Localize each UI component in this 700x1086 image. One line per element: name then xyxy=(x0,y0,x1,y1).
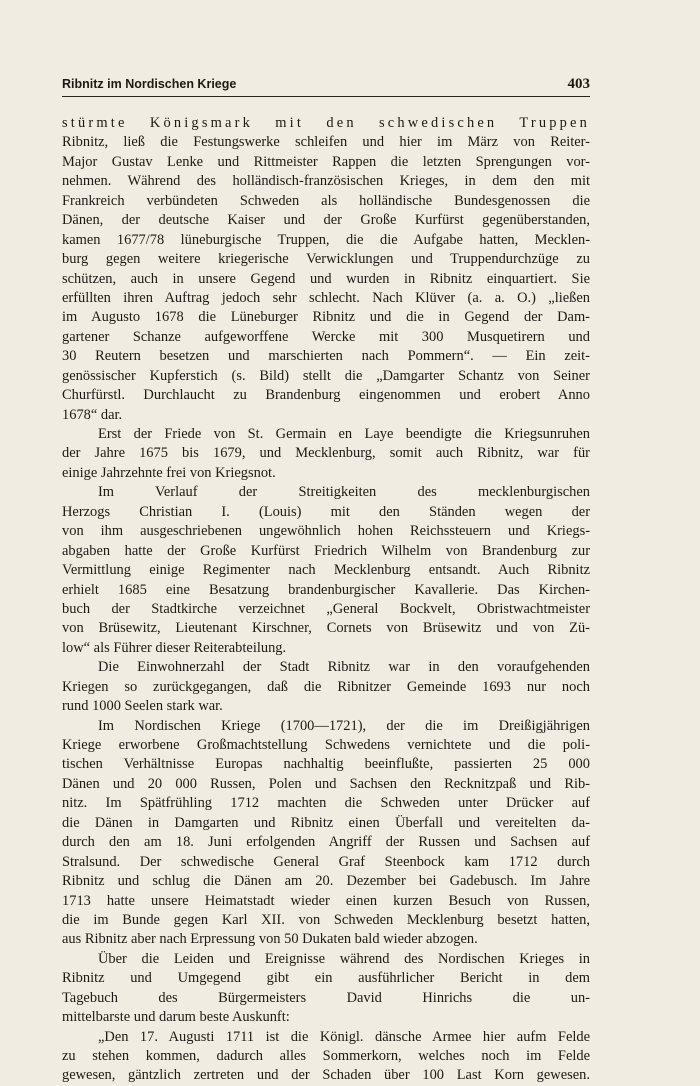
text-line: Die Einwohnerzahl der Stadt Ribnitz war in den voraufgehenden xyxy=(98,659,590,676)
text-line: Ribnitz und schlug die Dänen am 20. Dezember bei Gadebusch. Im Jahre xyxy=(62,873,590,890)
text-line: Tagebuch des Bürgermeisters David Hinrichs die un- xyxy=(62,989,590,1006)
text-line: low“ als Führer dieser Reiterabteilung. xyxy=(62,639,287,656)
text-line: mittelbarste und darum beste Auskunft: xyxy=(62,1009,290,1026)
text-line: Churfürstl. Durchlaucht zu Brandenburg eingenommen und erobert Anno xyxy=(62,387,590,404)
text-line: 1678“ dar. xyxy=(62,406,123,423)
text-line: nitz. Im Spätfrühling 1712 machten die Schweden unter Drücker auf xyxy=(62,795,590,812)
page-number: 403 xyxy=(567,76,590,92)
text-line: Über die Leiden und Ereignisse während des Nordischen Krieges in xyxy=(98,950,590,967)
text-line: rund 1000 Seelen stark war. xyxy=(62,698,223,715)
text-line: nehmen. Während des holländisch-französischen Krieges, in dem den mit xyxy=(62,173,590,190)
text-line: der Jahre 1675 bis 1679, und Mecklenburg, somit auch Ribnitz, war für xyxy=(62,445,590,462)
text-line: von Brüsewitz, Lieutenant Kirschner, Cornets von Brüsewitz und von Zü- xyxy=(62,620,590,637)
text-line: Ribnitz und Umgegend gibt ein ausführlicher Bericht in dem xyxy=(62,970,590,987)
text-line: genössischer Kupferstich (s. Bild) stellt die „Damgarter Schantz von Seiner xyxy=(62,367,590,384)
text-line: kamen 1677/78 lüneburgische Truppen, die die Aufgabe hatten, Mecklen- xyxy=(62,231,590,248)
running-header xyxy=(62,76,590,93)
body-text xyxy=(62,114,590,1086)
text-line: Dänen und 20 000 Russen, Polen und Sachsen den Recknitzpaß und Rib- xyxy=(62,775,590,792)
text-line: schützen, auch in unsere Gegend und wurden in Ribnitz einquartiert. Sie xyxy=(62,270,590,287)
header-rule xyxy=(62,96,590,97)
text-line: zu stehen kommen, dadurch alles Sommerkorn, welches noch im Felde xyxy=(62,1048,590,1064)
text-line: die Dänen in Damgarten und Ribnitz einen Überfall und vereitelten da- xyxy=(62,814,590,831)
text-line: aus Ribnitz aber nach Erpressung von 50 Dukaten bald wieder abzogen. xyxy=(62,931,478,948)
text-line: Ribnitz, ließ die Festungswerke schleifen und hier im März von Reiter- xyxy=(62,134,590,151)
text-line: durch den am 18. Juni erfolgenden Angriff der Russen und Sachsen auf xyxy=(62,834,590,851)
text-line: Major Gustav Lenke und Rittmeister Rappen die letzten Sprengungen vor- xyxy=(62,153,590,170)
text-line: tischen Verhältnisse Europas nachhaltig beeinflußte, passierten 25 000 xyxy=(62,756,590,773)
text-line: buch der Stadtkirche verzeichnet „General Bockvelt, Obristwachtmeister xyxy=(62,600,590,617)
text-line: Kriegen so zurückgegangen, daß die Ribnitzer Gemeinde 1693 nur noch xyxy=(62,678,590,695)
text-line: Erst der Friede von St. Germain en Laye beendigte die Kriegsunruhen xyxy=(98,426,590,442)
text-line: „Den 17. Augusti 1711 ist die Königl. dänsche Armee hier aufm Felde xyxy=(98,1028,590,1045)
running-title: Ribnitz im Nordischen Kriege xyxy=(62,77,237,91)
text-line: Vermittlung einige Regimenter nach Mecklenburg entsandt. Auch Ribnitz xyxy=(62,562,590,579)
text-line: im Augusto 1678 die Lüneburger Ribnitz und die in Gegend der Dam- xyxy=(62,309,590,326)
text-line: einige Jahrzehnte frei von Kriegsnot. xyxy=(62,464,276,481)
text-line: Frankreich verbündeten Schweden als holländische Bundesgenossen die xyxy=(62,192,590,209)
text-line: von ihm ausgeschriebenen ungewöhnlich hohen Reichssteuern und Kriegs- xyxy=(62,523,590,540)
text-line: gartener Schanze aufgeworffene Wercke mit 300 Musquetirern und xyxy=(62,328,590,345)
text-line: Kriege erworbene Großmachtstellung Schwedens vernichtete und die poli- xyxy=(62,737,590,753)
text-line: erhielt 1685 eine Besatzung brandenburgischer Kavallerie. Das Kirchen- xyxy=(62,581,590,598)
text-line: Herzogs Christian I. (Louis) mit den Ständen wegen der xyxy=(62,503,590,520)
text-line: stürmte Königsmark mit den schwedischen Truppen xyxy=(62,115,590,131)
text-line: die im Bunde gegen Karl XII. von Schweden Mecklenburg besetzt hatten, xyxy=(62,911,590,928)
text-line: Dänen, der deutsche Kaiser und der Große Kurfürst gegenüberstanden, xyxy=(62,212,590,229)
text-line: 1713 hatte unsere Heimatstadt wieder einen kurzen Besuch von Russen, xyxy=(62,892,590,909)
text-line: Im Verlauf der Streitigkeiten des mecklenburgischen xyxy=(98,484,590,501)
text-line: Im Nordischen Kriege (1700—1721), der die im Dreißigjährigen xyxy=(98,717,590,734)
text-line: erfüllten ihren Auftrag jedoch sehr schlecht. Nach Klüver (a. a. O.) „ließen xyxy=(62,289,590,306)
text-line: abgaben hatte der Große Kurfürst Friedrich Wilhelm von Brandenburg zur xyxy=(62,542,590,559)
text-line: burg gegen weitere kriegerische Verwicklungen und Truppendurchzüge zu xyxy=(62,251,590,268)
text-line: 30 Reutern besetzen und marschierten nach Pommern“. — Ein zeit- xyxy=(62,348,590,365)
text-line: Stralsund. Der schwedische General Graf Steenbock kam 1712 durch xyxy=(62,853,590,870)
text-line: gewesen, gäntzlich zertreten und der Schaden über 100 Last Korn gewesen. xyxy=(62,1067,590,1084)
